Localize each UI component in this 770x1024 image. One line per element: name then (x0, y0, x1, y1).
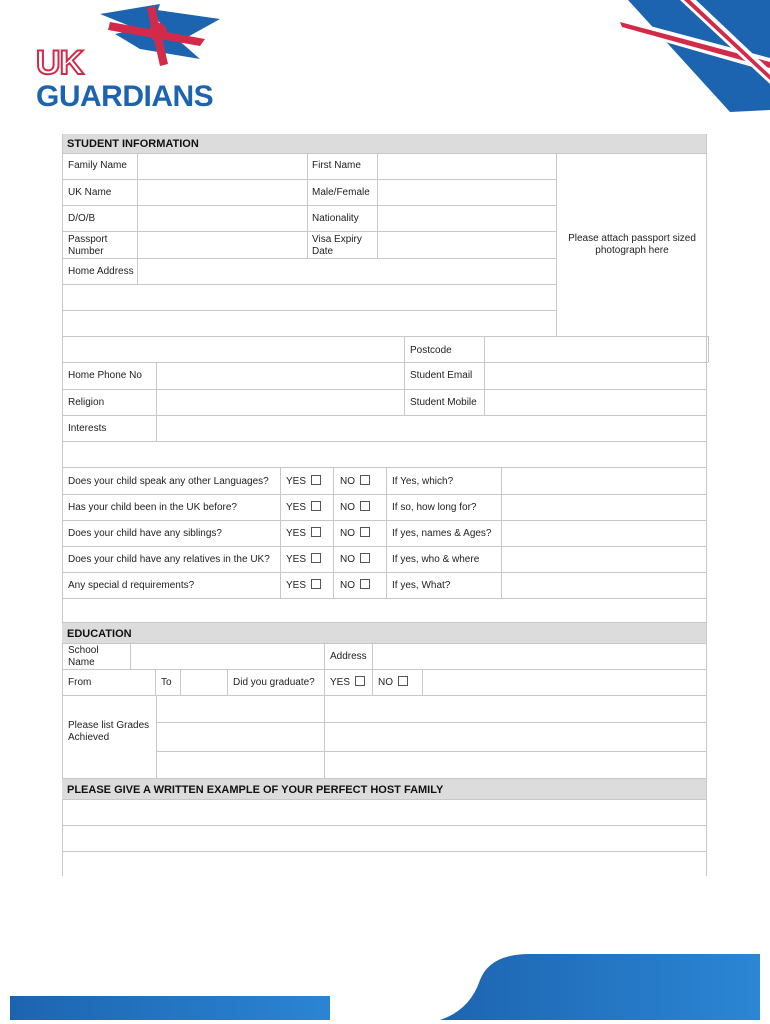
visa-expiry-label: Visa Expiry Date (312, 234, 362, 257)
host-family-field[interactable] (63, 800, 706, 876)
no-option[interactable]: NO (340, 475, 370, 488)
home-address-field[interactable] (138, 259, 556, 336)
follow-up-label: If Yes, which? (392, 476, 454, 487)
religion-field[interactable] (157, 390, 404, 415)
to-field[interactable] (181, 670, 227, 695)
first-name-label: First Name (312, 160, 361, 171)
follow-up-label: If so, how long for? (392, 502, 477, 513)
school-name-field[interactable] (131, 644, 324, 669)
graduate-yes-option[interactable]: YES (330, 676, 365, 689)
to-label: To (161, 677, 172, 688)
passport-number-label: Passport Number (68, 234, 108, 257)
uk-name-field[interactable] (138, 180, 307, 205)
no-checkbox[interactable] (360, 527, 370, 537)
flag-swoosh-icon (80, 4, 230, 74)
student-email-field[interactable] (485, 363, 706, 389)
yes-option[interactable]: YES (286, 579, 321, 592)
interests-field[interactable] (157, 416, 706, 467)
no-option[interactable]: NO (340, 579, 370, 592)
education-heading: EDUCATION (67, 628, 132, 640)
address-label: Address (330, 651, 367, 662)
question-label: Any special d requirements? (68, 580, 195, 591)
no-option[interactable]: NO (340, 501, 370, 514)
nationality-label: Nationality (312, 213, 359, 224)
yes-checkbox[interactable] (311, 475, 321, 485)
yes-option[interactable]: YES (286, 475, 321, 488)
education-header-bar (62, 623, 706, 643)
follow-up-field[interactable] (502, 573, 706, 598)
footer-wave-decoration (0, 950, 770, 1024)
question-label: Does your child have any siblings? (68, 528, 222, 539)
question-label: Does your child have any relatives in the UK? (68, 554, 270, 565)
yes-option[interactable]: YES (286, 527, 321, 540)
interests-label: Interests (68, 423, 107, 434)
no-checkbox[interactable] (360, 579, 370, 589)
yes-checkbox[interactable] (311, 579, 321, 589)
flag-corner-icon (620, 0, 770, 115)
no-checkbox[interactable] (360, 501, 370, 511)
student-mobile-field[interactable] (485, 390, 706, 415)
family-name-label: Family Name (68, 160, 127, 171)
question-label: Has your child been in the UK before? (68, 502, 237, 513)
family-name-field[interactable] (138, 154, 307, 179)
dob-field[interactable] (138, 206, 307, 231)
graduate-no-option[interactable]: NO (378, 676, 408, 689)
follow-up-label: If yes, names & Ages? (392, 528, 492, 539)
no-option[interactable]: NO (340, 553, 370, 566)
postcode-label: Postcode (410, 345, 452, 356)
no-checkbox[interactable] (360, 553, 370, 563)
student-info-heading: STUDENT INFORMATION (67, 138, 199, 150)
follow-up-field[interactable] (502, 468, 706, 494)
yes-checkbox[interactable] (355, 676, 365, 686)
student-mobile-label: Student Mobile (410, 397, 477, 408)
host-family-heading: PLEASE GIVE A WRITTEN EXAMPLE OF YOUR PERFECT HOST FAMILY (67, 784, 444, 796)
no-checkbox[interactable] (398, 676, 408, 686)
follow-up-label: If yes, What? (392, 580, 451, 591)
religion-label: Religion (68, 397, 105, 408)
yes-option[interactable]: YES (286, 553, 321, 566)
uk-name-label: UK Name (68, 187, 112, 198)
yes-option[interactable]: YES (286, 501, 321, 514)
home-phone-label: Home Phone No (68, 370, 142, 381)
logo-text-guardians: GUARDIANS (36, 80, 214, 113)
yes-checkbox[interactable] (311, 553, 321, 563)
grades-field[interactable] (157, 696, 706, 778)
postcode-field[interactable] (485, 337, 707, 362)
home-phone-field[interactable] (157, 363, 404, 389)
passport-number-field[interactable] (138, 232, 307, 258)
photo-attach-area[interactable] (557, 154, 706, 336)
from-label: From (68, 677, 92, 688)
question-label: Does your child speak any other Languages? (68, 476, 269, 487)
visa-expiry-field[interactable] (378, 232, 556, 258)
follow-up-label: If yes, who & where (392, 554, 480, 565)
follow-up-field[interactable] (502, 495, 706, 520)
first-name-field[interactable] (378, 154, 556, 179)
home-address-label: Home Address (68, 266, 134, 277)
follow-up-field[interactable] (502, 547, 706, 572)
follow-up-field[interactable] (502, 521, 706, 546)
male-female-field[interactable] (378, 180, 556, 205)
male-female-label: Male/Female (312, 187, 370, 198)
did-you-graduate-label: Did you graduate? (233, 677, 315, 688)
from-field[interactable] (100, 670, 155, 695)
yes-checkbox[interactable] (311, 501, 321, 511)
school-address-field[interactable] (373, 644, 706, 669)
nationality-field[interactable] (378, 206, 556, 231)
grades-label: Please list Grades Achieved (68, 720, 150, 743)
logo-text-uk: UK (36, 44, 84, 82)
student-email-label: Student Email (410, 370, 473, 381)
school-name-label: School Name (68, 645, 99, 668)
dob-label: D/O/B (68, 213, 96, 224)
yes-checkbox[interactable] (311, 527, 321, 537)
no-option[interactable]: NO (340, 527, 370, 540)
photo-note: Please attach passport sized photograph here (568, 233, 696, 256)
no-checkbox[interactable] (360, 475, 370, 485)
